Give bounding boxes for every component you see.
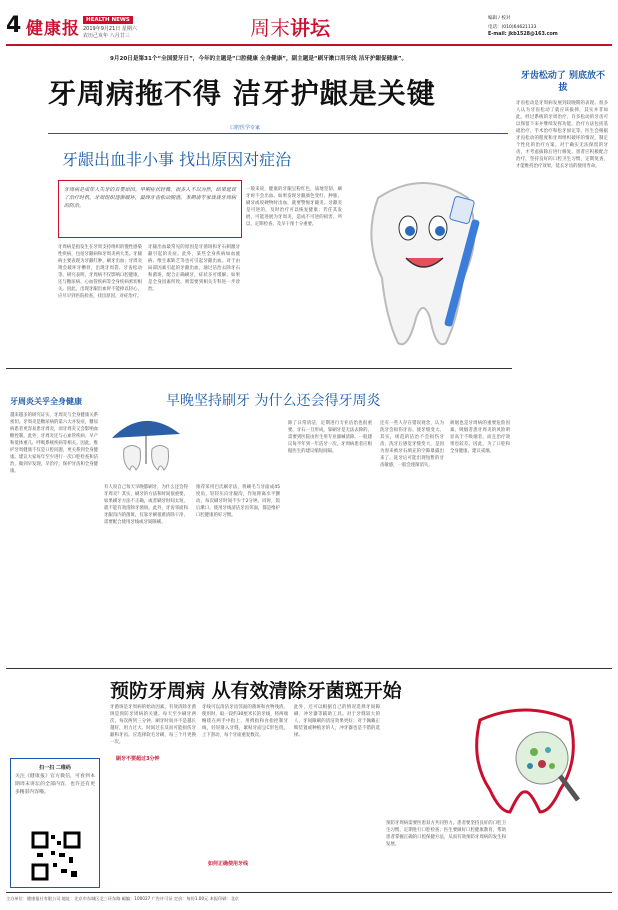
third-article-subhead1: 刷牙不要超过3分钟 — [116, 756, 160, 762]
teeth-umbrella-illustration — [104, 404, 190, 474]
qr-box-title: 扫一扫 二维码 — [39, 765, 71, 771]
section-divider-2 — [6, 668, 612, 669]
left-sidebar-title: 牙周炎关乎全身健康 — [10, 397, 82, 406]
third-article-col2: 牙线可以清洁牙齿邻面的菌斑和食物残渣。使用时，取一段约30厘米长的牙线，将两端缠绕在两手中指上，用拇指和食指控制牙线，轻轻滑入牙缝，紧贴牙面呈C形包绕，上下刮动，每个牙面重复数次。 — [202, 705, 288, 738]
issue-lunar: 农历己亥年 八月廿三 — [83, 33, 130, 39]
issue-date: 2019年9月21日 星期六 — [83, 26, 137, 32]
third-article-col1: 牙菌斑是牙周病的始动因素，有效清除牙菌斑是预防牙周病的关键。每天至少刷牙两次，每次两到三分钟。刷牙时间并不是越长越好，用力过大、时间过长反而可能损伤牙龈和牙齿。应选择软毛牙刷，每三个月更换一次。 — [110, 705, 196, 745]
section-title-a: 周末 — [250, 16, 290, 40]
section-title — [250, 12, 330, 41]
masthead: 健康报 — [26, 19, 80, 39]
health-news-badge: HEALTH NEWS — [83, 16, 133, 24]
qr-code-icon[interactable] — [31, 831, 81, 881]
main-article-col1: 牙周病是指发生在牙周支持组织的慢性感染性疾病，包括牙龈病和牙周炎两大类。牙龈病主要表现为牙龈红肿、刷牙出血；牙周炎则会破坏牙槽骨，出现牙周袋、牙齿松动等。研究表明，牙周病不仅影响口腔健康，还与糖尿病、心血管疾病等全身疾病密切相关。因此，出现牙龈出血时不能掉以轻心，应尽早到医院检查，找出原因，对症治疗。 — [58, 245, 142, 299]
second-article-col3: 除了日常清洁，定期进行专业洁治也很重要。牙石一旦形成，靠刷牙是无法去除的，需要到医院由医生用专业器械清除。一般建议每半年到一年洁牙一次，牙周病患者应根据医生的建议缩短间隔。 — [288, 421, 372, 454]
page-number: 4 — [6, 13, 22, 38]
section-title-b: 讲坛 — [290, 16, 330, 40]
tooth-bacteria-illustration — [450, 700, 600, 818]
email-line: E-mail: jkb1528@163.com — [488, 32, 558, 37]
main-article-intro: 牙周病是成年人失牙的首要原因。早期症状轻微，很多人不以为然，结果延误了治疗时机，牙周组织逐渐破坏，最终牙齿松动脱落。本期请专家谈谈牙周病的防治。 — [58, 180, 242, 238]
second-article-col1: 有人说自己每天早晚都刷牙，为什么还会得牙周炎？其实，刷牙的方法和时间很重要。如果刷牙方法不正确，或者刷牙时间太短，就不能有效清除牙菌斑。此外，牙齿邻面和牙龈沟内的菌斑，仅靠牙刷很难清除干净，需要配合使用牙线或牙间隙刷。 — [104, 485, 188, 525]
second-article-col4: 还有一些人存在错误观念，认为洗牙会损伤牙齿、使牙缝变大。其实，规范的洁治不会损伤牙齿，洗牙后感觉牙缝变大，是因为原来被牙石填充的空隙暴露出来了。洗牙后可能出现短暂的牙齿敏感，一般会逐渐消失。 — [380, 421, 444, 468]
main-article-title: 牙周病拖不得 洁牙护龈是关键 — [48, 77, 436, 110]
third-article-col4: 预防牙周病需要医患双方共同努力。患者要坚持良好的口腔卫生习惯，定期进行口腔检查；医生要做好口腔健康教育，帮助患者掌握正确的口腔保健方法，从而有效预防牙周病的发生和发展。 — [386, 821, 506, 847]
section-divider-1 — [6, 368, 512, 369]
second-article-col5: 吸烟也是牙周病的重要危险因素。吸烟者患牙周炎的风险明显高于不吸烟者，而且治疗效果也较差。因此，为了口腔和全身健康，建议戒烟。 — [450, 421, 510, 454]
second-article-col2: 推荐采用巴氏刷牙法，将刷毛与牙面成45度角，轻轻压向牙龈沟，作短距离水平颤动，每次刷牙时间不少于2分钟。同时，饭后漱口、使用牙线清洁牙齿邻面，都是维护口腔健康的好习惯。 — [196, 485, 280, 518]
third-article-title: 预防牙周病 从有效清除牙菌斑开始 — [110, 680, 402, 702]
main-article-col3: 一般来说，健康的牙龈呈粉红色，质地坚韧，刷牙时不会出血。如果发现牙龈颜色变红、肿胀，刷牙或咬硬物时出血，就要警惕牙龈炎。牙龈炎是可逆的，及时治疗可以恢复健康；若任其发展，可能进展为牙周炎，造成不可逆的损害。所以，定期检查、及早干预十分重要。 — [246, 187, 342, 227]
main-article-col2: 牙龈出血最常见的原因是牙菌斑和牙石刺激牙龈引起的炎症。此外，某些全身疾病如血液病、维生素缺乏等也可引起牙龈出血。对于由局部因素引起的牙龈出血，通过洁治去除牙石和菌斑，配合正确刷牙，症状多可缓解；如果是全身因素所致，则需要到相关专科进一步诊治。 — [148, 245, 240, 292]
footer-rule — [6, 892, 612, 893]
left-sidebar-text: 越来越多的研究证实，牙周炎与全身健康关系密切。牙周炎是糖尿病的第六大并发症，糖尿病患者更容易患牙周炎，而牙周炎又会影响血糖控制。此外，牙周炎还与心血管疾病、早产和低体重儿、呼吸系统疾病等相关。因此，维护牙周健康不仅是口腔问题，更关系到全身健康。建议大家每年至少进行一次口腔检查和洁治，做到早发现、早治疗，保护牙齿和全身健康。 — [10, 413, 98, 474]
main-article-subtitle: 牙龈出血非小事 找出原因对症治 — [62, 150, 292, 169]
third-article-subhead2: 如何正确使用牙线 — [208, 861, 249, 867]
qr-box-text: 关注《健康报》官方微信，可看到本期周末讲坛的全部内容，也许还有更多精彩内容哦。 — [15, 774, 95, 795]
footer-text: 主办单位：健康报社有限公司 地址：北京市东城区北三环东路 邮编：100027 广告许可证 定价：每份1.00元 本报印刷：北京 — [6, 896, 239, 901]
third-article-col3: 此外，还可以根据自己的情况选择牙间隙刷、冲牙器等辅助工具。对于牙缝较大的人，牙间隙刷的清洁效果更好；对于佩戴正畸装置或种植牙的人，冲牙器也是不错的选择。 — [294, 705, 380, 738]
editor-line: 编辑 / 校对 — [488, 16, 511, 21]
lead-line: 9月20日是第31个“全国爱牙日”，今年的主题是“口腔健康 全身健康”，副主题是“刷牙漱口用牙线 洁牙护龈促健康”。 — [110, 56, 408, 62]
tooth-mascot-illustration — [348, 158, 498, 358]
header-rule — [6, 44, 612, 46]
qr-box — [10, 758, 100, 888]
title-rule — [48, 133, 508, 134]
phone-line: 电话：(010)64621133 — [488, 25, 537, 30]
right-sidebar-title: 牙齿松动了 别底放不拔 — [520, 71, 606, 93]
main-article-author: 口腔医学专家 — [230, 125, 261, 131]
right-sidebar-text: 牙齿松动是牙周病发展到较晚期的表现。很多人认为牙齿松动了就应该拔掉，其实并非如此。经过系统的牙周治疗，许多松动的牙齿可以保留下来并继续发挥功能。治疗方法包括基础治疗、手术治疗和松牙固定等。医生会根据牙齿松动的程度和牙周组织破坏的情况，制定个性化的治疗方案。对于确实无法保留的牙齿，才考虑拔除后进行修复。患者应积极配合治疗，坚持良好的口腔卫生习惯，定期复查，才能维持治疗效果，延长牙齿的使用寿命。 — [516, 101, 608, 169]
second-article-title: 早晚坚持刷牙 为什么还会得牙周炎 — [166, 393, 381, 409]
